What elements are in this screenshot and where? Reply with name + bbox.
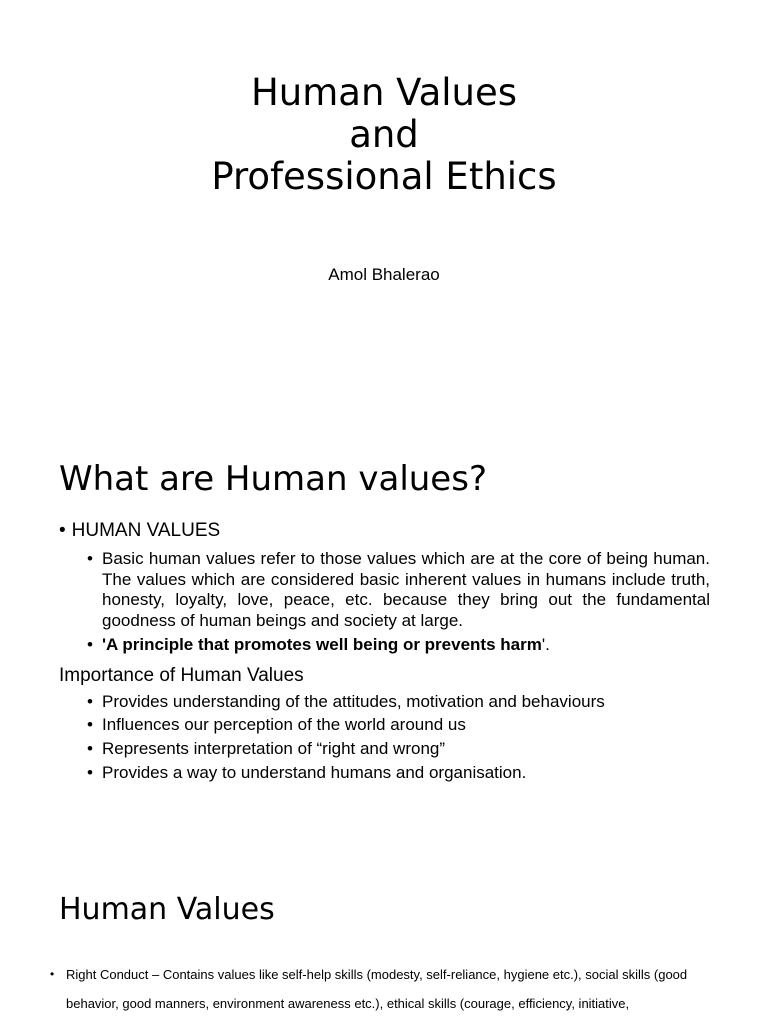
- quote-text: A principle that promotes well being or prevents harm: [106, 634, 542, 654]
- slide-title: [0, 0, 768, 430]
- list-item: [59, 739, 710, 760]
- author-name: Amol Bhalerao: [328, 265, 440, 284]
- slide-human-values: [0, 860, 768, 1024]
- section1-label-row: [59, 519, 710, 543]
- list-item: [59, 763, 710, 784]
- list-item: [59, 692, 710, 713]
- list-item: [59, 549, 710, 632]
- title-line-3: Professional Ethics: [211, 155, 557, 198]
- list-item-text: Provides understanding of the attitudes, motivation and behaviours: [102, 691, 605, 711]
- list-item-text: Right Conduct – Contains values like self-help skills (modesty, self-reliance, hygiene etc.), social skills (good behavior, good manners, environment awareness etc.), ethical skills (courage, efficiency, initiative,: [66, 967, 688, 1011]
- bullet-icon: •: [87, 549, 93, 568]
- title-line-1: Human Values: [250, 71, 518, 114]
- slide-what-are-human-values: [0, 430, 768, 860]
- list-item: [50, 960, 734, 1018]
- quote-close: '.: [541, 634, 550, 654]
- list-item: [59, 715, 710, 736]
- bullet-icon: •: [50, 967, 55, 981]
- section2-heading: Importance of Human Values: [59, 664, 304, 686]
- bullet-icon: •: [87, 691, 93, 711]
- bullet-icon: •: [59, 520, 66, 541]
- bullet-icon: •: [87, 762, 93, 782]
- bullet-icon: •: [87, 634, 93, 654]
- slide3-title: Human Values: [59, 892, 275, 927]
- list-item-text: Basic human values refer to those values which are at the core of being human. The values which are considered basic inherent values in humans include truth, honesty, loyalty, love, peace, etc. because they bring out the fundamental goodness of human beings and society at large.: [102, 549, 710, 631]
- quote-open: ': [102, 634, 107, 654]
- bullet-icon: •: [87, 738, 93, 758]
- list-item-text: Influences our perception of the world around us: [102, 715, 466, 735]
- list-item-text: Provides a way to understand humans and organisation.: [102, 762, 527, 782]
- list-item-text: Represents interpretation of “right and wrong”: [102, 738, 446, 758]
- slide2-body: [59, 519, 710, 786]
- title-line-2: and: [349, 113, 419, 156]
- list-item-quote: [59, 635, 710, 656]
- bullet-icon: •: [87, 715, 93, 735]
- slide2-title: What are Human values?: [59, 459, 487, 499]
- section1-label: HUMAN VALUES: [71, 520, 221, 541]
